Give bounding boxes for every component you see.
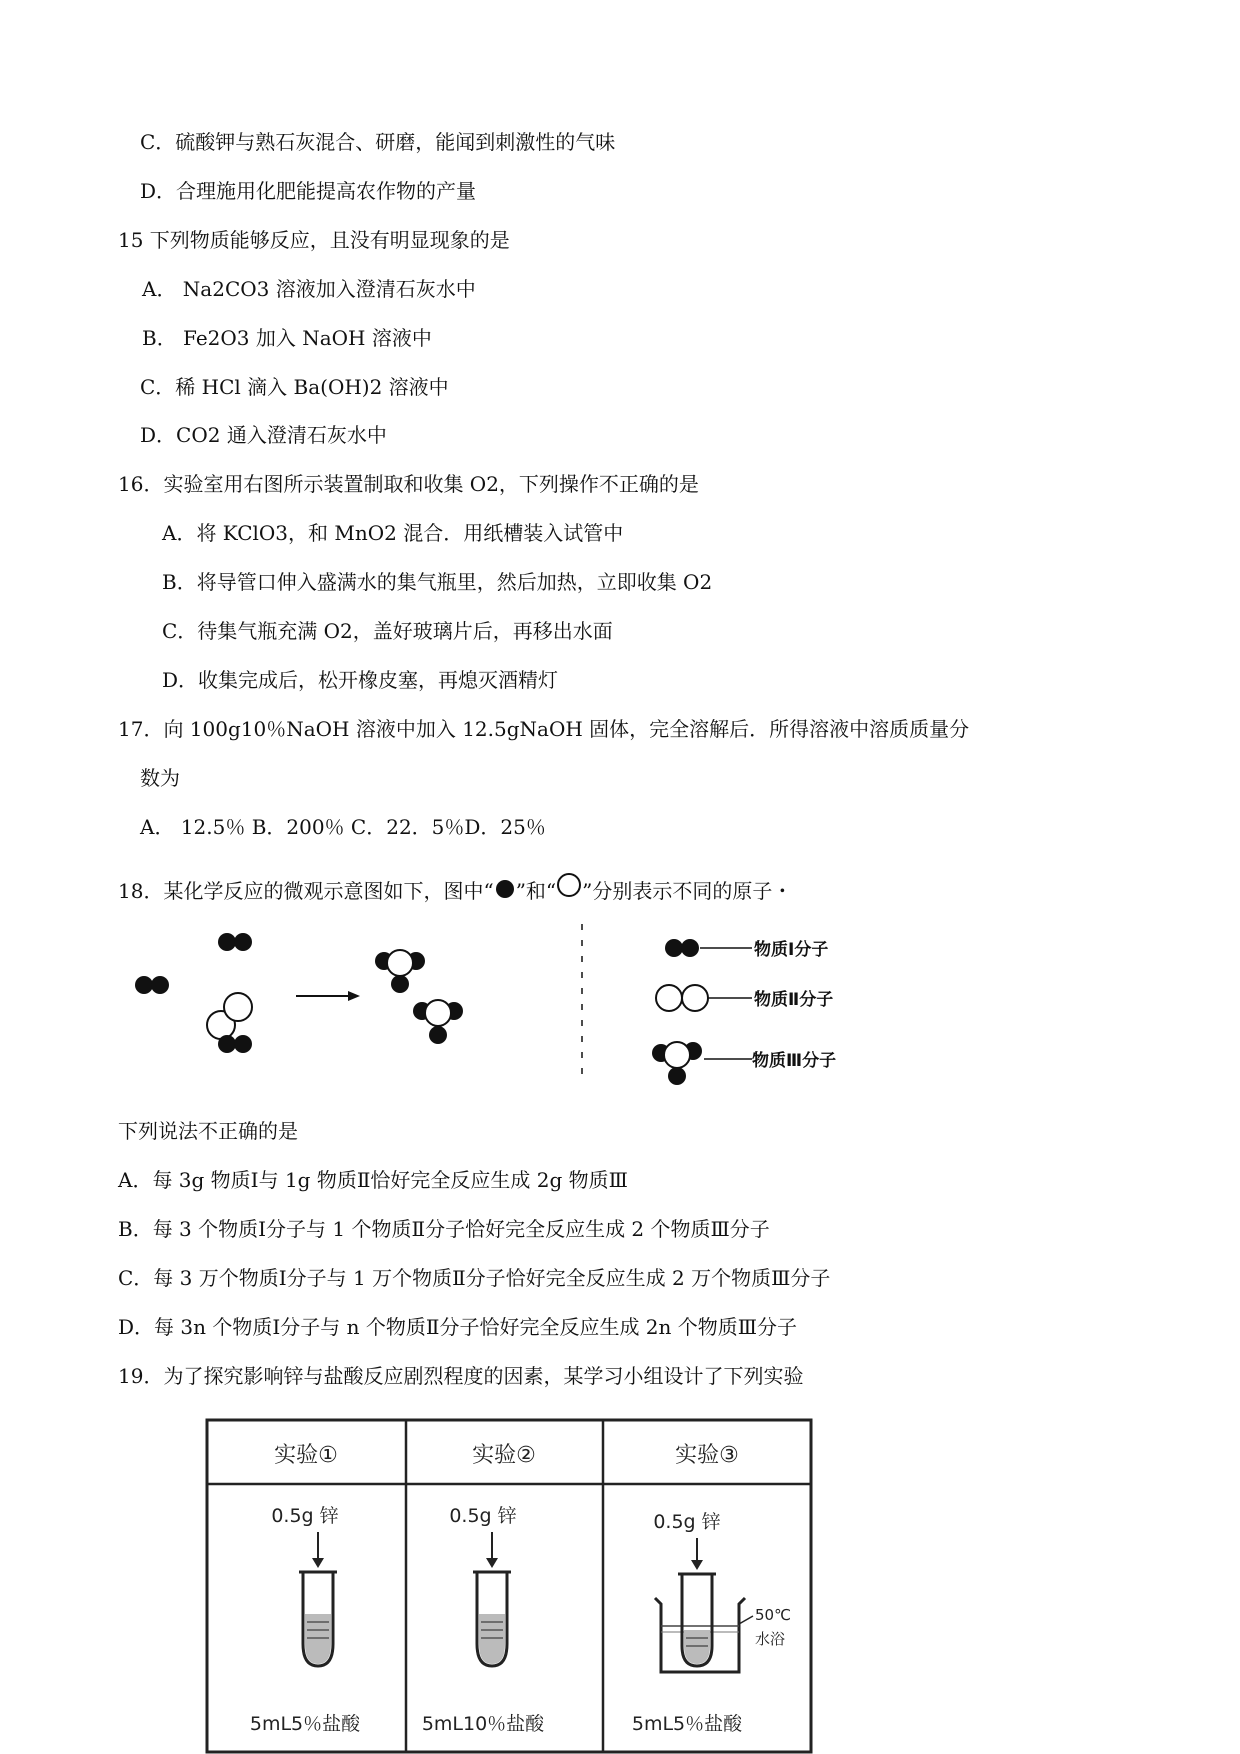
q18-stem: [118, 872, 792, 905]
experiment-2-zinc-label: 0.5g 锌: [449, 1505, 517, 1527]
q18-stem-mid: ”和“: [515, 879, 557, 903]
white-atom-icon: [556, 872, 582, 898]
experiment-1-acid-label: 5mL5％盐酸: [249, 1713, 361, 1735]
q15-option-b: B． Fe2O3 加入 NaOH 溶液中: [142, 326, 432, 350]
q15-option-c: C．稀 HCl 滴入 Ba(OH)2 溶液中: [140, 375, 449, 399]
legend-item-substance-1: [665, 939, 828, 960]
q15-option-d: D．CO2 通入澄清石灰水中: [140, 423, 387, 447]
reactant-molecule-3: [207, 993, 252, 1039]
q15-stem: 15 下列物质能够反应，且没有明显现象的是: [118, 228, 510, 252]
q18-stem-post: ”分别表示不同的原子・: [582, 879, 793, 903]
experiment-2-acid-label: 5mL10％盐酸: [421, 1713, 545, 1735]
reactant-molecule-1: [218, 933, 252, 951]
q14-option-c: C．硫酸钾与熟石灰混合、研磨，能闻到刺激性的气味: [140, 130, 616, 154]
q16-option-a: A．将 KClO3，和 MnO2 混合．用纸槽装入试管中: [162, 521, 624, 545]
q16-option-d: D．收集完成后，松开橡皮塞，再熄灭酒精灯: [162, 668, 559, 692]
q18-option-d: D．每 3n 个物质Ⅰ分子与 n 个物质Ⅱ分子恰好完全反应生成 2n 个物质Ⅲ分子: [118, 1315, 798, 1339]
experiment-3-zinc-label: 0.5g 锌: [653, 1511, 721, 1533]
experiment-1-zinc-label: 0.5g 锌: [271, 1505, 339, 1527]
q17-options: A． 12.5％ B．200％ C．22．5％D．25％: [140, 815, 546, 839]
q18-option-b: B．每 3 个物质Ⅰ分子与 1 个物质Ⅱ分子恰好完全反应生成 2 个物质Ⅲ分子: [118, 1217, 770, 1241]
q18-option-a: A．每 3g 物质Ⅰ与 1g 物质Ⅱ恰好完全反应生成 2g 物质Ⅲ: [118, 1168, 628, 1192]
experiment-3-bath-label: 水浴: [755, 1630, 786, 1648]
q17-stem-line2: 数为: [140, 766, 180, 790]
legend-label-substance-3: 物质Ⅲ分子: [752, 1051, 837, 1071]
experiment-1-header: 实验①: [274, 1443, 338, 1468]
legend-label-substance-1: 物质Ⅰ分子: [754, 940, 829, 960]
reactant-molecule-4: [218, 1035, 252, 1053]
experiment-table: [205, 1418, 815, 1754]
q17-stem-line1: 17．向 100g10％NaOH 溶液中加入 12.5gNaOH 固体，完全溶解后．所得溶液中溶质质量分: [118, 717, 970, 741]
q16-option-b: B．将导管口伸入盛满水的集气瓶里，然后加热，立即收集 O2: [162, 570, 713, 594]
experiment-3-acid-label: 5mL5％盐酸: [631, 1713, 743, 1735]
reaction-diagram: [120, 918, 880, 1088]
product-molecule-1: [375, 950, 425, 993]
q18-stem-pre: 18．某化学反应的微观示意图如下，图中“: [118, 879, 494, 903]
legend-label-substance-2: 物质Ⅱ分子: [754, 990, 834, 1010]
reaction-arrow-icon: [296, 991, 360, 1001]
q16-option-c: C．待集气瓶充满 O2，盖好玻璃片后，再移出水面: [162, 619, 613, 643]
reactant-molecule-2: [135, 976, 169, 994]
q15-option-a: A． Na2CO3 溶液加入澄清石灰水中: [142, 277, 476, 301]
q19-stem: 19．为了探究影响锌与盐酸反应剧烈程度的因素，某学习小组设计了下列实验: [118, 1364, 804, 1388]
experiment-3-bath-temp: 50℃: [755, 1606, 791, 1624]
legend-item-substance-2: [656, 985, 833, 1011]
q14-option-d: D．合理施用化肥能提高农作物的产量: [140, 179, 477, 203]
product-molecule-2: [413, 1000, 463, 1044]
legend-item-substance-3: [652, 1042, 836, 1085]
q18-option-c: C．每 3 万个物质Ⅰ分子与 1 万个物质Ⅱ分子恰好完全反应生成 2 万个物质Ⅲ分子: [118, 1266, 831, 1290]
experiment-3-header: 实验③: [675, 1443, 739, 1468]
q16-stem: 16．实验室用右图所示装置制取和收集 O2，下列操作不正确的是: [118, 472, 699, 496]
black-atom-icon: [494, 878, 516, 900]
experiment-2-header: 实验②: [472, 1443, 536, 1468]
q18-prompt: 下列说法不正确的是: [118, 1119, 298, 1143]
